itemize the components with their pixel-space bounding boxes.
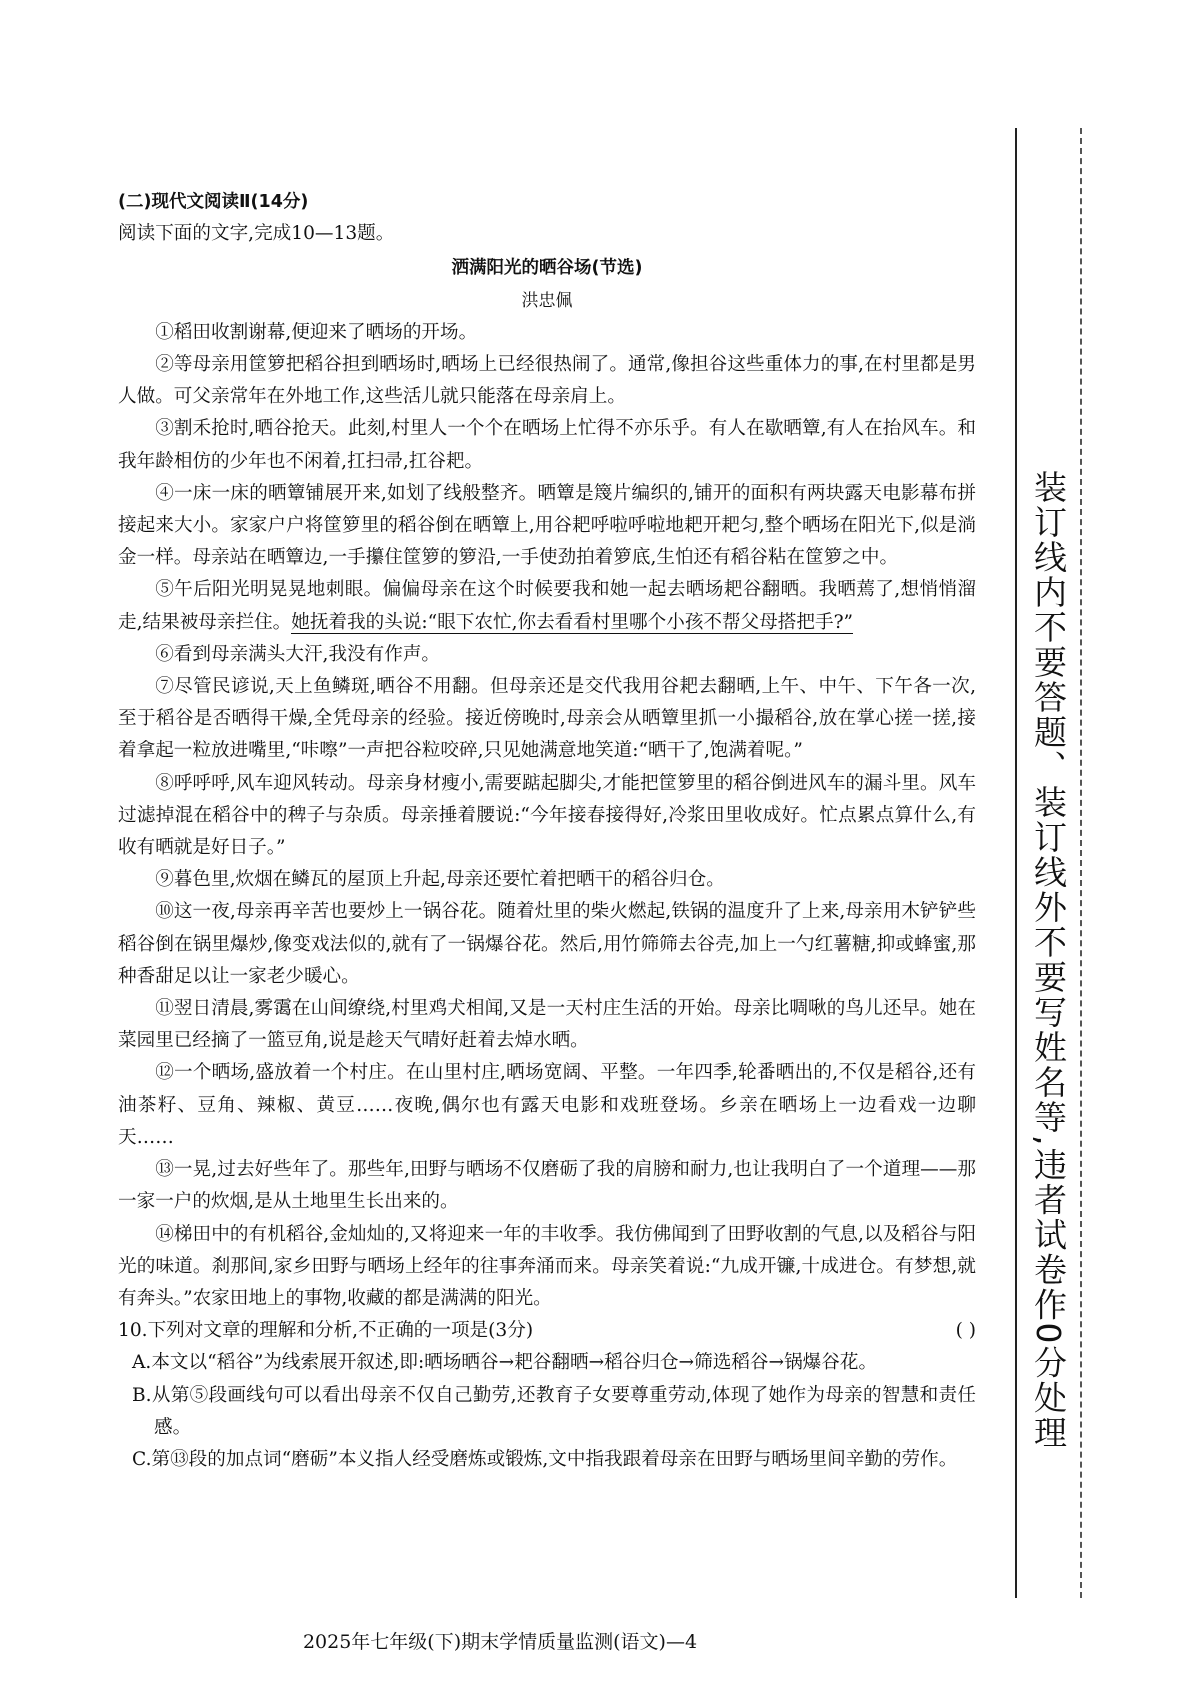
paragraph-4: ④一床一床的晒簟铺展开来,如划了线般整齐。晒簟是篾片编织的,铺开的面积有两块露天电影幕布拼接起来大小。家家户户将筐箩里的稻谷倒在晒簟上,用谷耙呼啦呼啦地耙开耙匀,整个晒场在阳光下,似是淌金一样。母亲站在晒簟边,一手攥住筐箩的箩沿,一手使劲拍着箩底,生怕还有稻谷粘在筐箩之中。	[118, 482, 976, 569]
paragraph-12: ⑫一个晒场,盛放着一个村庄。在山里村庄,晒场宽阔、平整。一年四季,轮番晒出的,不仅是稻谷,还有油茶籽、豆角、辣椒、黄豆……夜晚,偶尔也有露天电影和戏班登场。乡亲在晒场上一边看戏一边聊天……	[118, 1062, 976, 1148]
paragraph-7: ⑦尽管民谚说,天上鱼鳞斑,晒谷不用翻。但母亲还是交代我用谷耙去翻晒,上午、中午、下午各一次,至于稻谷是否晒得干燥,全凭母亲的经验。接近傍晚时,母亲会从晒簟里抓一小撮稻谷,放在掌心搓一搓,接着拿起一粒放进嘴里,“咔嚓”一声把谷粒咬碎,只见她满意地笑道:“晒干了,饱满着呢。”	[118, 676, 976, 762]
question-10	[118, 1315, 976, 1347]
paragraph-5	[118, 574, 976, 638]
paragraph-13: ⑬一晃,过去好些年了。那些年,田野与晒场不仅磨砺了我的肩膀和耐力,也让我明白了一个道理——那一家一户的炊烟,是从土地里生长出来的。	[118, 1159, 976, 1213]
paragraph-1: ①稻田收割谢幕,便迎来了晒场的开场。	[155, 321, 478, 343]
exam-page	[118, 186, 976, 1476]
paragraph-5-text: ⑤午后阳光明晃晃地刺眼。偏偏母亲在这个时候要我和她一起去晒场耙谷翻晒。我晒蔫了,想悄悄溜走,结果被母亲拦住。	[118, 579, 976, 633]
binding-notice: 装订线内不要答题、装订线外不要写姓名等,违者试卷作0分处理	[1029, 470, 1068, 1451]
paragraph-11: ⑪翌日清晨,雾霭在山间缭绕,村里鸡犬相闻,又是一天村庄生活的开始。母亲比啁啾的鸟儿还早。她在菜园里已经摘了一篮豆角,说是趁天气晴好赶着去焯水晒。	[118, 998, 976, 1052]
underlined-sentence: 她抚着我的头说:“眼下农忙,你去看看村里哪个小孩不帮父母搭把手?”	[291, 611, 854, 633]
paragraph-9: ⑨暮色里,炊烟在鳞瓦的屋顶上升起,母亲还要忙着把晒干的稻谷归仓。	[155, 869, 725, 891]
paragraph-8: ⑧呼呼呼,风车迎风转动。母亲身材瘦小,需要踮起脚尖,才能把筐箩里的稻谷倒进风车的漏斗里。风车过滤掉混在稻谷中的稗子与杂质。母亲捶着腰说:“今年接春接得好,冷浆田里收成好。忙点累点算什么,有收有晒就是好日子。”	[118, 772, 976, 859]
section-instruction: 阅读下面的文字,完成10—13题。	[118, 223, 395, 245]
paragraph-10: ⑩这一夜,母亲再辛苦也要炒上一锅谷花。随着灶里的柴火燃起,铁锅的温度升了上来,母亲用木铲铲些稻谷倒在锅里爆炒,像变戏法似的,就有了一锅爆谷花。然后,用竹筛筛去谷壳,加上一勺红薯糖,抑或蜂蜜,那种香甜足以让一家老少暖心。	[118, 901, 976, 987]
section-title: (二)现代文阅读Ⅱ(14分)	[118, 192, 309, 212]
option-c[interactable]: C.第⑬段的加点词“磨砺”本义指人经受磨炼或锻炼,文中指我跟着母亲在田野与晒场里间辛勤的劳作。	[132, 1448, 958, 1470]
answer-blank[interactable]: ( )	[955, 1320, 976, 1342]
paragraph-6: ⑥看到母亲满头大汗,我没有作声。	[155, 643, 441, 665]
question-10-stem: 10.下列对文章的理解和分析,不正确的一项是(3分)	[118, 1320, 534, 1342]
article-author: 洪忠佩	[521, 290, 573, 311]
article-title: 洒满阳光的晒谷场(节选)	[451, 258, 643, 279]
option-b[interactable]: B.从第⑤段画线句可以看出母亲不仅自己勤劳,还教育子女要尊重劳动,体现了她作为母亲的智慧和责任感。	[132, 1384, 976, 1438]
paragraph-2: ②等母亲用筐箩把稻谷担到晒场时,晒场上已经很热闹了。通常,像担谷这些重体力的事,在村里都是男人做。可父亲常年在外地工作,这些活儿就只能落在母亲肩上。	[118, 354, 976, 408]
option-a[interactable]: A.本文以“稻谷”为线索展开叙述,即:晒场晒谷→耙谷翻晒→稻谷归仓→筛选稻谷→锅爆谷花。	[132, 1352, 878, 1374]
binding-line	[1015, 128, 1017, 1598]
page-footer: 2025年七年级(下)期末学情质量监测(语文)—4	[302, 1631, 698, 1653]
paragraph-3: ③割禾抢时,晒谷抢天。此刻,村里人一个个在晒场上忙得不亦乐乎。有人在歇晒簟,有人在抬风车。和我年龄相仿的少年也不闲着,扛扫帚,扛谷耙。	[118, 418, 976, 472]
paragraph-14: ⑭梯田中的有机稻谷,金灿灿的,又将迎来一年的丰收季。我仿佛闻到了田野收割的气息,以及稻谷与阳光的味道。刹那间,家乡田野与晒场上经年的往事奔涌而来。母亲笑着说:“九成开镰,十成进仓。有梦想,就有奔头。”农家田地上的事物,收藏的都是满满的阳光。	[118, 1223, 976, 1309]
cut-line	[1080, 128, 1082, 1598]
